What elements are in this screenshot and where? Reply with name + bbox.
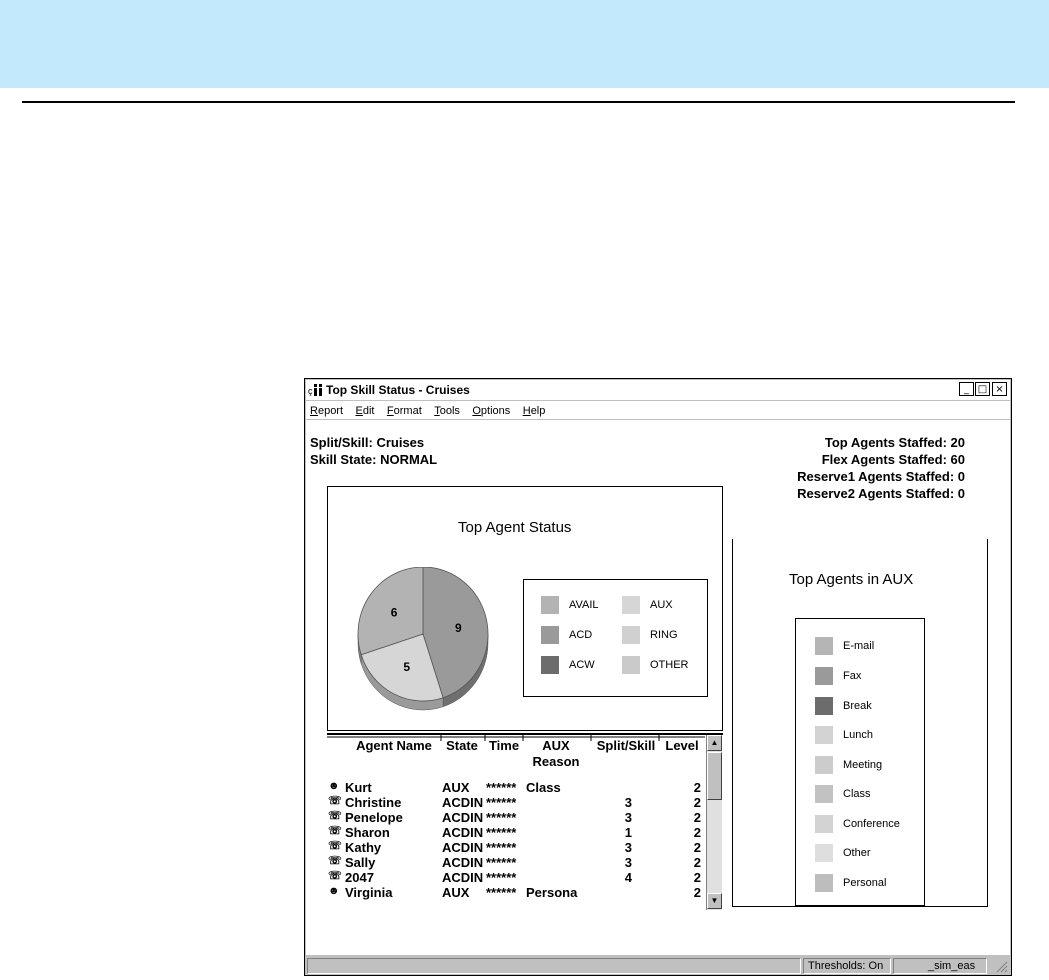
aux-legend-break [815,697,872,715]
table-row[interactable] [327,780,703,795]
cell-time: ****** [486,855,517,870]
cell-name: Kurt [345,780,372,795]
menu-tools[interactable] [430,403,464,417]
cell-name: Penelope [345,810,403,825]
cell-name: 2047 [345,870,374,885]
phone-icon: ☏ [328,795,342,807]
cell-level: 2 [693,885,701,900]
legend-label: ACD [569,628,593,641]
scroll-thumb[interactable] [707,752,722,800]
table-row[interactable] [327,870,703,885]
menu-bar [306,401,1010,419]
legend-swatch [541,596,559,614]
cell-reason: Persona [526,885,578,900]
skill-info [310,434,437,468]
thresholds-status: Thresholds: On [803,958,891,974]
cell-name: Christine [345,795,402,810]
cell-time: ****** [486,795,517,810]
legend-label: E-mail [843,639,875,652]
legend-swatch [622,596,640,614]
status-message [307,958,801,974]
cell-time: ****** [486,780,517,795]
legend-label: Personal [843,876,887,889]
table-row[interactable] [327,795,703,810]
agent-table [327,733,723,910]
cell-skill: 3 [624,810,632,825]
minimize-button[interactable]: _ [959,382,974,396]
legend-swatch [622,656,640,674]
legend-swatch [815,874,833,892]
col-level[interactable]: Level [665,738,699,753]
table-row[interactable] [327,825,703,840]
menu-tools-rest: ools [439,405,460,417]
status-pie-chart [356,567,496,712]
split-skill-label: Split/Skill: Cruises [310,435,425,450]
legend-item-acd [541,626,592,644]
pie-label-avail: 6 [390,605,398,620]
cell-time: ****** [486,870,517,885]
legend-swatch [815,844,833,862]
cell-time: ****** [486,840,517,855]
cell-skill: 3 [624,795,632,810]
cell-skill: 1 [624,825,632,840]
window-title: Top Skill Status - Cruises [326,383,470,397]
menu-help-rest: elp [530,405,546,417]
status-legend [523,579,708,697]
cell-level: 2 [693,825,701,840]
cell-name: Sally [345,855,376,870]
cell-name: Sharon [345,825,390,840]
staffing-info [797,434,965,502]
menu-help-key: H [522,405,531,417]
cell-state: AUX [442,885,470,900]
table-row[interactable] [327,810,703,825]
menu-edit-rest: dit [362,405,375,417]
legend-swatch [815,756,833,774]
legend-label: OTHER [650,658,689,671]
cell-state: AUX [442,780,470,795]
report-client-area [306,420,1010,955]
top-agents-staffed: Top Agents Staffed: 20 [824,435,965,450]
resize-grip-icon[interactable] [994,959,1008,973]
table-header [327,735,703,779]
reserve1-agents-staffed: Reserve1 Agents Staffed: 0 [797,469,965,484]
legend-swatch [815,785,833,803]
col-aux-reason-line1: AUX [542,738,570,753]
legend-swatch [815,815,833,833]
cell-skill: 3 [624,855,632,870]
cell-level: 2 [693,855,701,870]
legend-swatch [815,726,833,744]
legend-item-aux [622,596,673,614]
aux-legend-lunch [815,726,873,744]
aux-legend-conference [815,815,900,833]
phone-icon: ☏ [328,825,342,837]
cell-level: 2 [693,810,701,825]
pie-label-acd: 9 [454,621,462,636]
status-chart-title: Top Agent Status [458,519,572,536]
legend-label: ACW [569,658,595,671]
cell-level: 2 [693,795,701,810]
aux-chart-title: Top Agents in AUX [789,571,914,588]
top-agents-in-aux-panel [732,539,988,907]
menu-report-rest: eport [317,405,344,417]
legend-label: Meeting [843,758,883,771]
legend-label: Break [843,699,872,712]
table-row[interactable] [327,885,703,900]
aux-agent-icon: ☻ [328,780,340,792]
menu-edit[interactable] [351,403,378,417]
legend-label: Conference [843,817,900,830]
cell-level: 2 [693,840,701,855]
col-agent-name[interactable]: Agent Name [356,738,432,753]
cell-state: ACDIN [442,795,484,810]
legend-item-other [622,656,689,674]
col-time[interactable]: Time [488,738,520,753]
cell-skill: 4 [624,870,632,885]
flex-agents-staffed: Flex Agents Staffed: 60 [821,452,965,467]
legend-swatch [815,697,833,715]
table-scrollbar[interactable] [706,735,722,910]
table-row[interactable] [327,840,703,855]
cell-state: ACDIN [442,810,484,825]
pie-label-aux: 5 [403,659,411,674]
cell-reason: Class [526,780,561,795]
cell-time: ****** [486,885,517,900]
header-rule [22,101,1015,103]
aux-legend-other [815,844,871,862]
phone-icon: ☏ [328,810,342,822]
col-aux-reason-line2: Reason [532,754,580,769]
status-bar [306,957,1010,975]
menu-format[interactable] [383,403,426,417]
legend-label: Lunch [843,728,873,741]
cell-name: Kathy [345,840,382,855]
cell-level: 2 [693,780,701,795]
menu-report[interactable] [306,403,347,417]
app-icon [308,383,324,397]
cell-state: ACDIN [442,825,484,840]
svg-text:ç: ç [308,386,313,396]
phone-icon: ☏ [328,870,342,882]
menu-report-key: R [310,405,318,417]
legend-label: AUX [650,598,673,611]
aux-legend-fax [815,667,861,685]
cell-skill: 3 [624,840,632,855]
cell-state: ACDIN [442,840,484,855]
col-split-skill[interactable]: Split/Skill [596,738,656,753]
aux-legend-personal [815,874,886,892]
menu-options-rest: ptions [480,405,511,417]
legend-swatch [622,626,640,644]
cell-state: ACDIN [442,870,484,885]
table-row[interactable] [327,855,703,870]
cell-time: ****** [486,810,517,825]
header-band [0,0,1049,88]
legend-label: Fax [843,669,862,682]
top-agent-status-panel [327,486,723,731]
legend-label: AVAIL [569,598,599,611]
menu-tools-key: T [434,405,440,417]
legend-label: RING [650,628,678,641]
aux-legend-class [815,785,871,803]
menu-options-key: O [472,405,481,417]
cell-level: 2 [693,870,701,885]
legend-swatch [815,667,833,685]
legend-item-avail [541,596,599,614]
aux-legend-email [815,637,874,655]
skill-state-label: Skill State: NORMAL [310,452,438,467]
cell-state: ACDIN [442,855,484,870]
legend-swatch [541,656,559,674]
maximize-button[interactable]: □ [975,382,990,396]
close-button[interactable]: × [992,382,1007,396]
phone-icon: ☏ [328,840,342,852]
aux-agent-icon: ☻ [328,885,340,897]
menu-format-rest: ormat [393,405,422,417]
aux-legend-meeting [815,756,882,774]
legend-label: Class [843,787,871,800]
col-aux-reason[interactable] [526,738,586,770]
cell-time: ****** [486,825,517,840]
top-skill-status-window [304,378,1012,976]
col-state[interactable]: State [446,738,478,753]
legend-swatch [541,626,559,644]
aux-legend [795,618,925,906]
user-status: _sim_eas [893,958,987,974]
legend-item-acw [541,656,595,674]
scroll-down-button[interactable]: ▼ [707,893,722,909]
menu-help[interactable] [519,403,550,417]
scroll-up-button[interactable]: ▲ [707,735,722,751]
menu-edit-key: E [355,405,363,417]
title-bar[interactable] [306,380,1010,401]
cell-name: Virginia [345,885,393,900]
menu-format-key: F [386,405,394,417]
legend-swatch [815,637,833,655]
legend-label: Other [843,846,871,859]
menu-options[interactable] [468,403,514,417]
legend-item-ring [622,626,678,644]
phone-icon: ☏ [328,855,342,867]
reserve2-agents-staffed: Reserve2 Agents Staffed: 0 [797,486,965,501]
